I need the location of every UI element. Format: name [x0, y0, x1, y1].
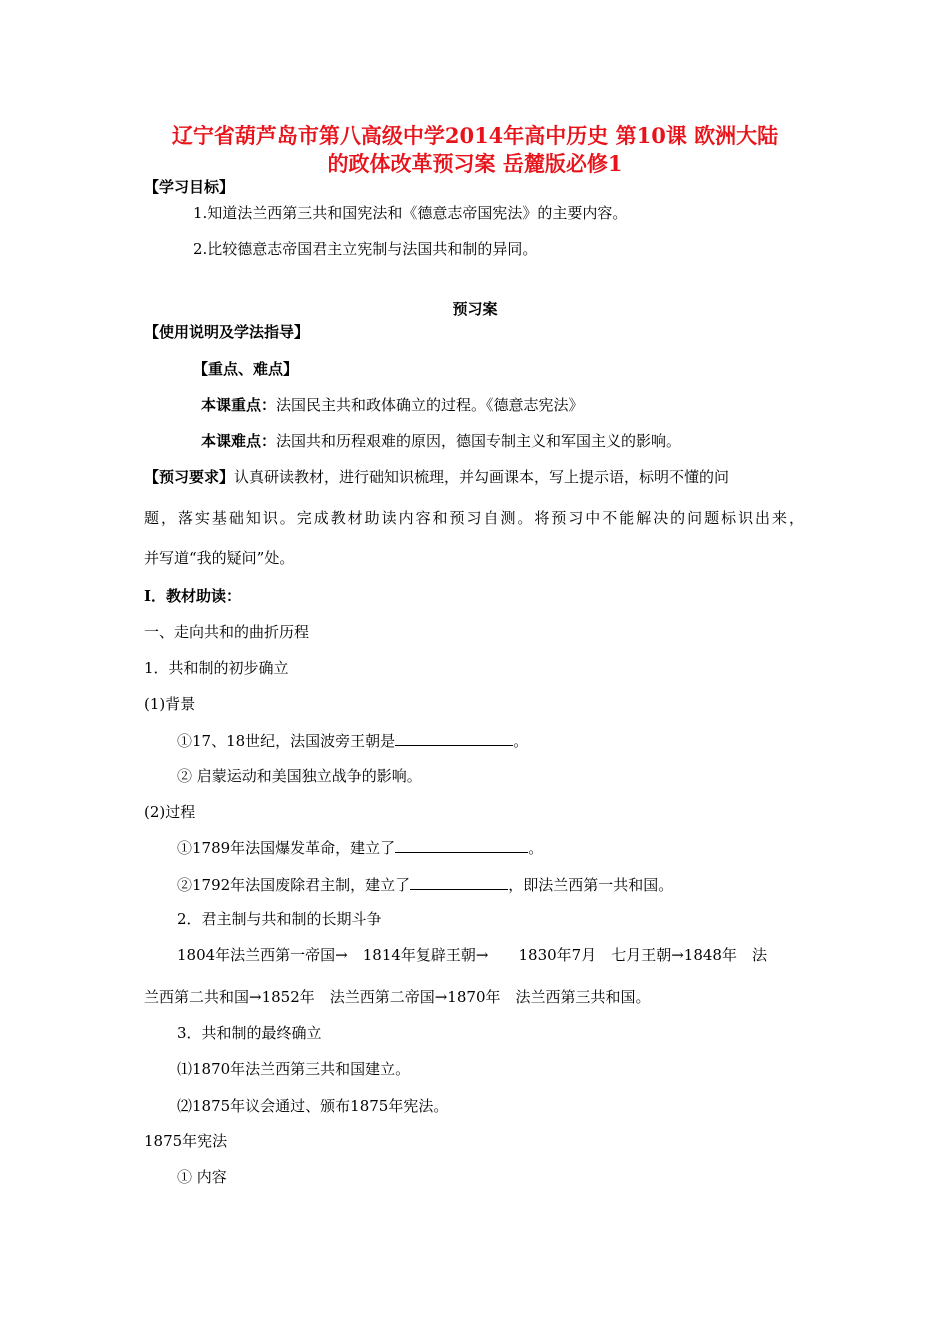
fill-in-blank[interactable] [410, 874, 508, 890]
subsection-3-heading: 3．共和制的最终确立 [177, 1024, 322, 1042]
requirements-label: 【预习要求】 [144, 468, 235, 486]
process-item-2-end: ，即法兰西第一共和国。 [508, 876, 674, 894]
background-item-1-end: 。 [513, 732, 529, 750]
difficult-point-label: 本课难点： [201, 432, 277, 450]
difficult-point-row [201, 431, 681, 451]
requirements-line-3: 并写道“我的疑问”处。 [144, 549, 295, 567]
key-point-label: 本课重点： [201, 396, 277, 414]
process-item-2 [177, 874, 673, 895]
background-item-1-text: ①17、18世纪，法国波旁王朝是 [177, 732, 396, 750]
objective-item-1: 1.知道法兰西第三共和国宪法和《德意志帝国宪法》的主要内容。 [193, 204, 628, 222]
key-point-row [201, 395, 584, 415]
subsection-2-heading: 2．君主制与共和制的长期斗争 [177, 910, 382, 928]
process-item-1 [177, 837, 543, 858]
background-item-2: ② 启蒙运动和美国独立战争的影响。 [177, 767, 422, 785]
final-item-1: ⑴1870年法兰西第三共和国建立。 [177, 1060, 411, 1078]
part-1-heading: 一、走向共和的曲折历程 [144, 623, 310, 641]
objective-item-2: 2.比较德意志帝国君主立宪制与法国共和制的异同。 [193, 240, 538, 258]
key-points-heading: 【重点、难点】 [193, 360, 299, 378]
reading-heading: Ⅰ．教材助读： [144, 587, 242, 605]
subsection-1-heading: 1．共和制的初步确立 [144, 659, 289, 677]
background-heading: (1)背景 [144, 695, 196, 713]
fill-in-blank[interactable] [395, 837, 528, 853]
requirements-line-1 [144, 467, 729, 487]
key-point-text: 法国民主共和政体确立的过程。《德意志宪法》 [276, 396, 584, 414]
section-title: 预习案 [452, 300, 498, 318]
timeline-line-2: 兰西第二共和国→1852年 法兰西第二帝国→1870年 法兰西第三共和国。 [144, 988, 651, 1006]
background-item-1 [177, 730, 528, 751]
timeline-line-1: 1804年法兰西第一帝国→ 1814年复辟王朝→ 1830年7月 七月王朝→1848年 法 [177, 946, 767, 964]
process-item-1-text: ①1789年法国爆发革命，建立了 [177, 839, 396, 857]
guide-heading: 【使用说明及学法指导】 [144, 323, 310, 341]
document-title-line-2: 的政体改革预习案 岳麓版必修1 [327, 151, 623, 176]
requirements-line-2: 题，落实基础知识。完成教材助读内容和预习自测。将预习中不能解决的问题标识出来， [144, 509, 804, 527]
document-title-line-1: 辽宁省葫芦岛市第八高级中学2014年高中历史 第10课 欧洲大陆 [171, 123, 779, 148]
objectives-heading: 【学习目标】 [144, 178, 235, 196]
requirements-text-1: 认真研读教材，进行础知识梳理，并勾画课本，写上提示语，标明不懂的问 [234, 468, 730, 486]
process-item-1-end: 。 [528, 839, 544, 857]
difficult-point-text: 法国共和历程艰难的原因，德国专制主义和军国主义的影响。 [276, 432, 682, 450]
process-item-2-text: ②1792年法国废除君主制，建立了 [177, 876, 411, 894]
process-heading: (2)过程 [144, 803, 196, 821]
constitution-heading: 1875年宪法 [144, 1132, 228, 1150]
fill-in-blank[interactable] [395, 730, 513, 746]
final-item-2: ⑵1875年议会通过、颁布1875年宪法。 [177, 1097, 449, 1115]
content-heading: ① 内容 [177, 1168, 227, 1186]
